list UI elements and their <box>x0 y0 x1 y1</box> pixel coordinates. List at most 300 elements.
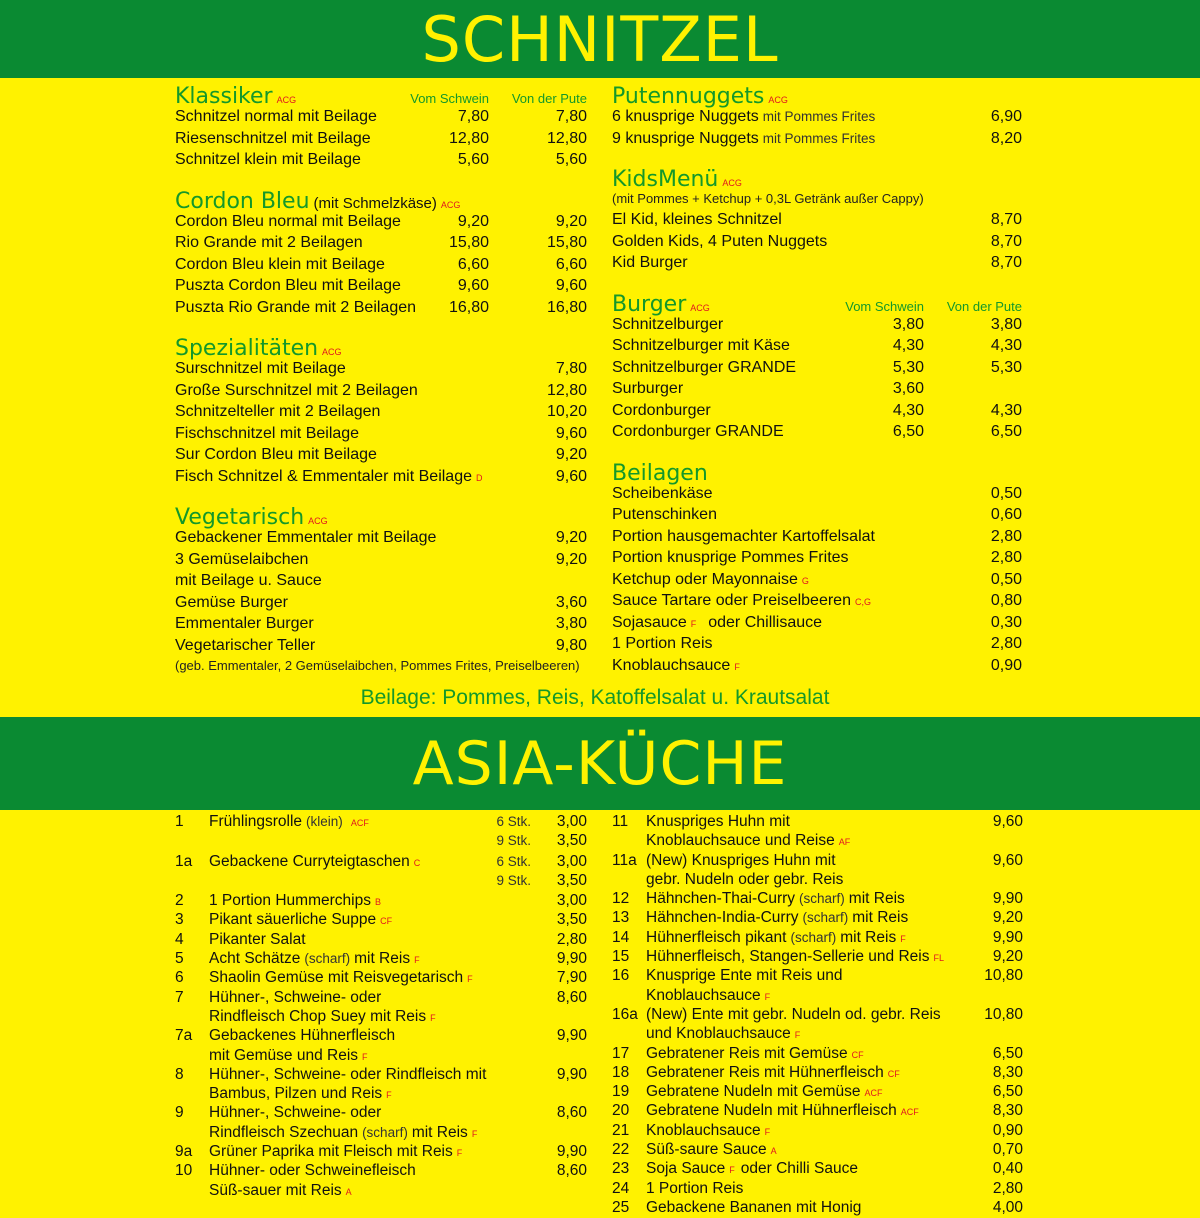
item-name-text: Grüner Paprika mit Fleisch mit Reis <box>209 1143 453 1161</box>
asia-item-name <box>646 1083 971 1101</box>
section-header <box>612 461 1022 485</box>
price: 10,20 <box>546 403 587 420</box>
menu-item-name <box>612 571 942 589</box>
item-number: 24 <box>612 1179 630 1197</box>
item-name-text: Schnitzelburger GRANDE <box>612 358 797 376</box>
item-name-text: Ketchup oder Mayonnaise <box>612 570 798 588</box>
item-name-text: El Kid, kleines Schnitzel <box>612 211 782 228</box>
allergen-code: ACG <box>276 95 297 105</box>
asia-menu-item <box>175 1027 587 1066</box>
item-number: 6 <box>175 969 184 987</box>
item-number: 23 <box>612 1160 630 1178</box>
schnitzel-right-column <box>612 84 1022 694</box>
asia-item-line <box>612 832 1023 851</box>
menu-item <box>175 468 587 490</box>
price: 4,30 <box>990 401 1022 419</box>
allergen-code: F <box>456 1148 463 1159</box>
asia-item-line <box>175 853 587 872</box>
item-name-text: Schnitzel normal mit Beilage <box>175 108 377 125</box>
price-pork: 5,60 <box>457 151 489 168</box>
menu-item-name <box>612 108 942 126</box>
price: 6,50 <box>992 1044 1023 1062</box>
menu-item <box>175 551 587 573</box>
allergen-code: CF <box>380 916 393 927</box>
menu-item-name <box>175 108 419 126</box>
price: 8,30 <box>992 1102 1023 1120</box>
asia-item-line <box>612 1083 1023 1102</box>
asia-item-line <box>175 1182 587 1201</box>
menu-item-name <box>175 446 507 464</box>
asia-item-name <box>646 1064 971 1082</box>
menu-item <box>612 108 1022 130</box>
menu-item-name <box>612 316 854 334</box>
menu-item-name <box>175 151 419 169</box>
asia-item-name <box>209 931 535 949</box>
price-pork: 7,80 <box>457 108 489 125</box>
item-name-text: 1 Portion Reis <box>612 635 713 652</box>
asia-item-name <box>646 967 971 985</box>
menu-item-name <box>175 256 419 274</box>
price: 8,70 <box>990 211 1022 228</box>
item-name-text: Gebackenes Hühnerfleisch <box>209 1027 396 1045</box>
menu-item <box>612 592 1022 614</box>
price: 4,00 <box>992 1198 1023 1216</box>
price-pork: 5,30 <box>892 358 924 376</box>
item-number: 19 <box>612 1083 630 1101</box>
asia-item-name <box>209 1104 535 1122</box>
allergen-code: ACF <box>350 818 369 828</box>
price-pork: 4,30 <box>892 337 924 354</box>
price-pork: 9,60 <box>457 277 489 294</box>
asia-menu-item <box>175 969 587 988</box>
item-number: 7 <box>175 988 184 1006</box>
spicy-note: (scharf) <box>362 1124 408 1140</box>
price: 9,90 <box>556 950 587 968</box>
item-name-text: Süß-sauer mit Reis <box>209 1181 342 1199</box>
menu-item-name <box>612 380 854 398</box>
asia-item-line <box>175 1162 587 1181</box>
portion-size: 9 Stk. <box>496 872 531 888</box>
menu-item-name <box>612 337 854 355</box>
menu-item <box>175 425 587 447</box>
item-name-text: Cordonburger GRANDE <box>612 423 784 440</box>
price: 8,30 <box>992 1063 1023 1081</box>
price: 8,60 <box>556 988 587 1006</box>
item-name-text: Cordon Bleu klein mit Beilage <box>175 255 385 273</box>
item-number: 11 <box>612 813 629 830</box>
item-name-text: Soja Sauce <box>646 1160 726 1178</box>
menu-item <box>612 506 1022 528</box>
price: 0,30 <box>990 613 1022 631</box>
price: 3,60 <box>555 593 587 611</box>
asia-item-line <box>175 911 587 930</box>
price: 16,80 <box>546 298 587 316</box>
price: 2,80 <box>992 1179 1023 1197</box>
menu-item-name <box>612 592 942 610</box>
menu-item-name <box>175 615 507 633</box>
item-name-text: mit Reis <box>852 909 909 927</box>
price-pork: 9,20 <box>457 212 489 230</box>
price: 9,20 <box>555 212 587 230</box>
item-name-text: Schnitzelteller mit 2 Beilagen <box>175 403 381 420</box>
item-name-text: Sauce Tartare oder Preiselbeeren <box>612 592 851 609</box>
item-number: 13 <box>612 909 630 927</box>
price: 9,60 <box>992 851 1023 869</box>
asia-item-line <box>612 1064 1023 1083</box>
asia-menu-item <box>612 1141 1023 1160</box>
asia-item-name <box>209 1162 535 1180</box>
asia-item-line <box>612 871 1023 890</box>
price: 9,60 <box>992 813 1023 830</box>
price: 3,50 <box>556 871 587 889</box>
menu-section <box>612 292 1022 445</box>
asia-menu-item <box>612 813 1023 852</box>
asia-title: ASIA-KÜCHE <box>412 728 788 799</box>
menu-section <box>175 336 587 489</box>
asia-menu-item <box>612 1083 1023 1102</box>
price: 10,80 <box>984 967 1023 985</box>
menu-item <box>175 594 587 616</box>
item-name-text: Knoblauchsauce <box>646 1121 761 1139</box>
asia-item-name <box>646 948 971 966</box>
item-name-text: mit Beilage u. Sauce <box>175 572 322 589</box>
menu-item-name <box>612 130 942 148</box>
asia-menu-item <box>612 948 1023 967</box>
menu-item-name <box>612 614 942 632</box>
menu-item <box>175 256 587 278</box>
menu-section <box>612 461 1022 679</box>
menu-item-name <box>612 211 942 229</box>
price-pork: 3,60 <box>892 380 924 397</box>
price: 8,20 <box>990 129 1022 147</box>
item-name-text: Rindfleisch Szechuan <box>209 1123 359 1141</box>
price: 9,80 <box>555 636 587 654</box>
asia-item-line <box>612 987 1023 1006</box>
asia-item-line <box>612 890 1023 909</box>
asia-item-name <box>646 1180 971 1198</box>
price-pork: 3,80 <box>892 315 924 333</box>
menu-section <box>175 505 587 678</box>
item-name-text: Gebackene Curryteigtaschen <box>209 852 410 870</box>
item-number: 16 <box>612 967 630 985</box>
allergen-code: ACF <box>864 1088 883 1099</box>
menu-item-name <box>175 299 419 317</box>
asia-menu-item <box>612 929 1023 948</box>
menu-item-name <box>175 382 507 400</box>
asia-item-line <box>612 813 1023 832</box>
allergen-code: F <box>900 933 906 944</box>
item-name-text: Putenschinken <box>612 506 717 523</box>
menu-item <box>612 614 1022 636</box>
asia-item-name <box>209 1008 535 1026</box>
allergen-code: F <box>362 1051 368 1062</box>
allergen-code: A <box>345 1186 352 1197</box>
item-name-text: 1 Portion Reis <box>646 1179 744 1197</box>
asia-item-line <box>612 948 1023 967</box>
asia-item-line <box>612 1141 1023 1160</box>
allergen-code: F <box>690 618 697 629</box>
menu-item-name <box>175 403 507 421</box>
price: 9,90 <box>992 890 1023 908</box>
menu-item-name <box>175 637 507 655</box>
asia-menu-item <box>175 1066 587 1105</box>
item-number: 12 <box>612 890 630 908</box>
price: 5,30 <box>990 358 1022 376</box>
allergen-code: F <box>471 1128 478 1139</box>
menu-item <box>612 380 1022 402</box>
item-name-text: Gebratene Nudeln mit Gemüse <box>646 1083 861 1101</box>
asia-item-line <box>612 1102 1023 1121</box>
allergen-code: F <box>764 991 771 1002</box>
menu-item <box>612 233 1022 255</box>
price: 3,50 <box>556 911 587 929</box>
item-name-text: Pikanter Salat <box>209 930 306 948</box>
asia-item-name <box>209 853 481 871</box>
section-title: Vegetarisch <box>175 505 305 530</box>
asia-menu-item <box>612 1199 1023 1218</box>
menu-item <box>175 615 587 637</box>
item-number: 2 <box>175 892 184 910</box>
item-name-text: mit Reis <box>354 950 411 968</box>
asia-item-name <box>646 909 971 927</box>
item-name-text: Knoblauchsauce <box>612 656 731 674</box>
item-number: 3 <box>175 911 184 929</box>
price: 15,80 <box>546 234 587 251</box>
item-name-text: Gebratene Nudeln mit Hühnerfleisch <box>646 1102 897 1120</box>
allergen-code: FL <box>933 953 944 964</box>
price: 12,80 <box>546 129 587 147</box>
menu-item-name <box>175 594 507 612</box>
item-name-text: Hühnerfleisch, Stangen-Sellerie und Reis <box>646 948 930 966</box>
allergen-code: ACG <box>308 516 328 526</box>
item-name-text: Gebackener Emmentaler mit Beilage <box>175 529 437 546</box>
item-name-text: Surschnitzel mit Beilage <box>175 360 346 377</box>
item-number: 1 <box>175 813 184 830</box>
item-name-text: Große Surschnitzel mit 2 Beilagen <box>175 381 418 399</box>
item-name-suffix: oder Chilli Sauce <box>740 1160 858 1178</box>
menu-item <box>175 130 587 152</box>
item-name-text: Hühner- oder Schweinefleisch <box>209 1162 416 1180</box>
asia-item-name <box>646 890 971 908</box>
item-name-text: Hähnchen-Thai-Curry <box>646 890 796 908</box>
item-number: 7a <box>175 1027 193 1045</box>
asia-menu-item <box>612 967 1023 1006</box>
price: 9,90 <box>556 1027 587 1045</box>
menu-item <box>175 637 587 659</box>
price: 2,80 <box>556 930 587 948</box>
menu-item-name <box>612 423 854 441</box>
menu-section <box>175 189 587 321</box>
menu-item-name <box>612 657 942 675</box>
asia-item-line <box>175 1124 587 1143</box>
price-pork: 6,60 <box>457 255 489 273</box>
asia-item-line <box>175 1085 587 1104</box>
item-name-text: Riesenschnitzel mit Beilage <box>175 129 371 147</box>
menu-item <box>175 108 587 130</box>
item-name-text: (New) Ente mit gebr. Nudeln od. gebr. Reis <box>646 1005 941 1023</box>
menu-item-name <box>175 425 507 443</box>
item-name-text: 3 Gemüselaibchen <box>175 550 309 568</box>
asia-item-name <box>209 989 535 1007</box>
item-name-text: Frühlingsrolle <box>209 813 303 830</box>
section-title: Burger <box>612 291 687 317</box>
menu-item-name <box>612 485 942 503</box>
item-name-text: 1 Portion Hummerchips <box>209 892 371 910</box>
asia-item-line <box>612 852 1023 871</box>
allergen-code: AF <box>838 837 851 848</box>
allergen-code: C <box>413 857 421 868</box>
spicy-note: (klein) <box>306 814 343 829</box>
item-name-text: mit Reis <box>840 928 897 946</box>
asia-item-line <box>175 872 587 891</box>
spicy-note: (scharf) <box>790 929 837 945</box>
asia-item-name <box>646 1160 971 1178</box>
menu-item <box>175 277 587 299</box>
asia-menu-item <box>175 853 587 892</box>
menu-section <box>612 84 1022 151</box>
item-name-text: Puszta Cordon Bleu mit Beilage <box>175 277 401 294</box>
menu-item <box>175 529 587 551</box>
item-name-text: Fischschnitzel mit Beilage <box>175 424 360 442</box>
item-name-text: Schnitzelburger mit Käse <box>612 337 790 354</box>
price-pork: 4,30 <box>892 401 924 419</box>
asia-menu-item <box>612 1160 1023 1179</box>
menu-item-name <box>175 360 507 378</box>
menu-item-name <box>612 635 942 653</box>
item-number: 10 <box>175 1162 193 1180</box>
item-name-text: Puszta Rio Grande mit 2 Beilagen <box>175 298 417 316</box>
asia-item-name <box>209 892 535 910</box>
asia-menu-item <box>175 892 587 911</box>
asia-menu-item <box>175 1143 587 1162</box>
asia-menu-item <box>612 909 1023 928</box>
section-title: Beilagen <box>612 460 708 486</box>
price: 8,60 <box>556 1162 587 1180</box>
price: 9,60 <box>555 424 587 442</box>
section-title: Cordon Bleu <box>175 188 310 214</box>
asia-item-name <box>646 871 971 889</box>
asia-item-name <box>209 1085 535 1103</box>
asia-menu-item <box>612 1102 1023 1121</box>
item-number: 18 <box>612 1063 630 1081</box>
item-name-text: Portion knusprige Pommes Frites <box>612 549 849 566</box>
allergen-code: ACG <box>690 302 710 313</box>
asia-item-name <box>646 1102 971 1120</box>
asia-item-name <box>209 1124 535 1142</box>
menu-item <box>612 359 1022 381</box>
menu-item <box>612 571 1022 593</box>
item-name-text: Rio Grande mit 2 Beilagen <box>175 234 363 251</box>
price: 0,50 <box>990 570 1022 588</box>
item-name-text: Hühner-, Schweine- oder <box>209 1104 382 1122</box>
menu-item <box>612 211 1022 233</box>
asia-item-name <box>209 1182 535 1200</box>
menu-item-name <box>612 254 942 272</box>
menu-item <box>612 402 1022 424</box>
allergen-code: C,G <box>854 597 871 607</box>
item-number: 20 <box>612 1102 630 1120</box>
item-name-text: Hühnerfleisch pikant <box>646 928 787 946</box>
asia-item-line <box>175 1104 587 1123</box>
spicy-note: (scharf) <box>799 891 845 907</box>
asia-item-line <box>175 1047 587 1066</box>
item-name-text: Hühner-, Schweine- oder <box>209 988 382 1006</box>
price: 9,90 <box>556 1065 587 1083</box>
menu-item <box>612 549 1022 571</box>
item-name-text: Surburger <box>612 380 684 397</box>
asia-item-name <box>209 1047 535 1065</box>
item-number: 15 <box>612 948 630 966</box>
section-subtitle: (mit Schmelzkäse) <box>313 194 437 212</box>
price: 2,80 <box>990 549 1022 566</box>
menu-item <box>612 635 1022 657</box>
asia-item-name <box>209 813 481 831</box>
section-note: (geb. Emmentaler, 2 Gemüselaibchen, Pommes Frites, Preiselbeeren) <box>175 658 580 673</box>
allergen-code: F <box>734 661 740 672</box>
asia-item-name <box>646 1006 971 1024</box>
asia-item-line <box>612 1160 1023 1179</box>
price: 2,80 <box>990 635 1022 652</box>
price: 8,60 <box>556 1104 587 1122</box>
menu-section <box>612 167 1022 276</box>
asia-menu-item <box>612 890 1023 909</box>
item-name-text: Schnitzelburger <box>612 315 724 333</box>
price: 3,00 <box>556 892 587 910</box>
price: 0,60 <box>990 506 1022 523</box>
asia-item-line <box>612 929 1023 948</box>
menu-item-name <box>175 572 507 590</box>
portion-size: 9 Stk. <box>496 833 531 849</box>
item-name-text: Pikant säuerliche Suppe <box>209 911 377 929</box>
asia-menu-item <box>612 852 1023 891</box>
price: 8,70 <box>990 254 1022 271</box>
asia-item-name <box>646 987 971 1005</box>
item-name-text: Sur Cordon Bleu mit Beilage <box>175 446 377 463</box>
price: 0,50 <box>990 484 1022 502</box>
allergen-code: F <box>386 1090 392 1101</box>
item-name-text: Kid Burger <box>612 254 688 271</box>
asia-item-line <box>175 950 587 969</box>
allergen-code: ACG <box>722 178 742 188</box>
menu-item-name <box>175 551 507 569</box>
menu-item <box>612 423 1022 445</box>
allergen-code: ACG <box>322 347 342 357</box>
menu-item <box>175 234 587 256</box>
asia-menu-item <box>175 813 587 852</box>
asia-item-name <box>646 832 971 850</box>
column-header-pork: Vom Schwein <box>845 298 924 314</box>
item-number: 4 <box>175 930 184 948</box>
asia-right-column <box>612 813 1023 1218</box>
spicy-note: (scharf) <box>304 951 351 967</box>
item-name-text: Bambus, Pilzen und Reis <box>209 1085 383 1103</box>
price-pork: 15,80 <box>448 234 489 251</box>
price: 0,80 <box>990 592 1022 609</box>
asia-item-line <box>175 1027 587 1046</box>
asia-item-name <box>646 1141 971 1159</box>
item-name-text: Gebackene Bananen mit Honig <box>646 1198 862 1216</box>
section-header <box>612 84 1022 108</box>
item-detail: mit Pommes Frites <box>762 109 876 124</box>
price-pork: 12,80 <box>448 129 489 147</box>
asia-item-line <box>175 1066 587 1085</box>
schnitzel-left-column <box>175 84 587 694</box>
price: 9,20 <box>555 529 587 546</box>
asia-item-line <box>175 931 587 950</box>
allergen-code: ACF <box>900 1107 919 1118</box>
allergen-code: F <box>794 1030 801 1041</box>
asia-item-line <box>612 1199 1023 1218</box>
